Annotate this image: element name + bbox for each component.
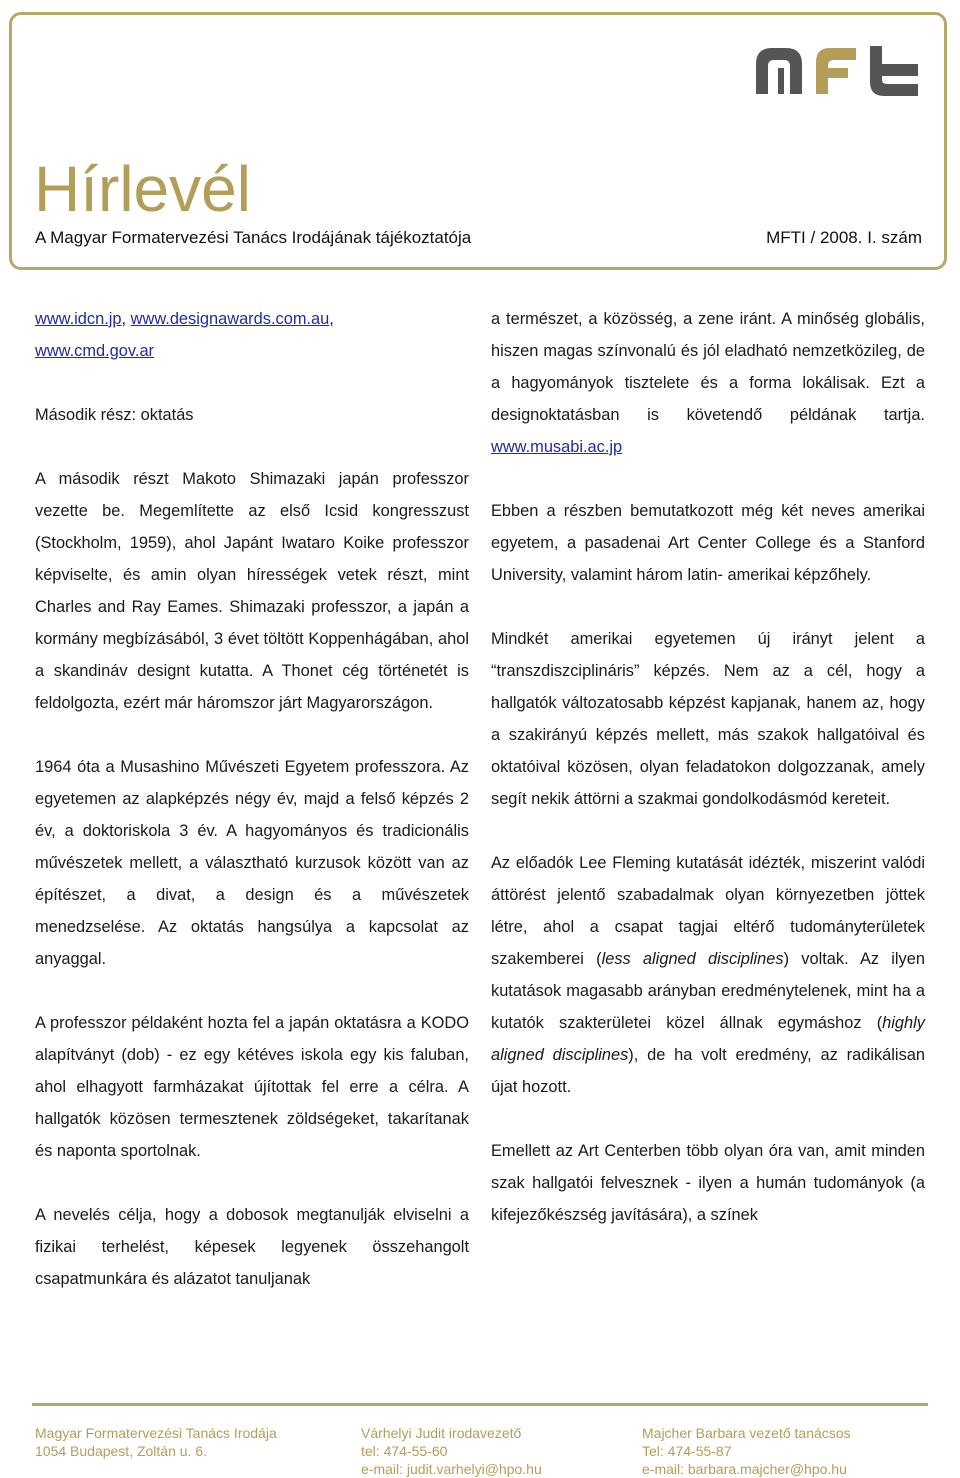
footer-contact-phone: tel: 474-55-60 — [361, 1443, 448, 1459]
footer-contact-email[interactable]: e-mail: judit.varhelyi@hpo.hu — [361, 1461, 542, 1477]
right-column — [491, 303, 925, 1263]
newsletter-subtitle: A Magyar Formatervezési Tanács Irodájának tájékoztatója — [35, 228, 472, 247]
paragraph — [491, 303, 925, 463]
paragraph: Ebben a részben bemutatkozott még két neves amerikai egyetem, a pasadenai Art Center College és a Stanford University, valamint három latin- amerikai képzőhely. — [491, 502, 925, 584]
paragraph — [491, 847, 925, 1103]
paragraph-text: ) voltak. Az ilyen kutatások magasabb arányban eredménytelenek, mint ha a kutatók szakterületei közel állnak egymáshoz ( — [491, 950, 925, 1032]
link-idcn[interactable]: www.idcn.jp — [35, 310, 122, 328]
footer-contact-email[interactable]: e-mail: barbara.majcher@hpo.hu — [642, 1461, 847, 1477]
mft-logo-graphic — [752, 42, 924, 98]
links-paragraph — [35, 303, 469, 367]
paragraph: 1964 óta a Musashino Művészeti Egyetem professzora. Az egyetemen az alapképzés négy év, majd a felső képzés 2 év, a doktoriskola 3 év. A hagyományos és tradicionális művészetek mellett, a választható kurzusok között van az építészet, a divat, a design és a művészetek menedzselése. Az oktatás hangsúlya a kapcsolat az anyaggal. — [35, 758, 469, 968]
italic-term: highly aligned disciplines — [491, 1014, 925, 1064]
issue-number: MFTI / 2008. I. szám — [766, 228, 922, 247]
section-heading: Második rész: oktatás — [35, 406, 194, 424]
footer-contact-phone: Tel: 474-55-87 — [642, 1443, 732, 1459]
footer-divider — [32, 1403, 928, 1406]
paragraph: A második részt Makoto Shimazaki japán professzor vezette be. Megemlítette az első Icsid kongresszust (Stockholm, 1959), ahol Japánt Iwataro Koike professzor képviselte, és amin olyan hírességek vetek részt, mint Charles and Ray Eames. Shimazaki professzor, a japán a kormány megbízásából, 3 évet töltött Koppenhágában, ahol a skandináv designt kutatta. A Thonet cég történetét is feldolgozta, ezért már háromszor járt Magyarországon. — [35, 470, 469, 712]
links-comma: , — [329, 310, 334, 328]
paragraph-text: Az előadók Lee Fleming kutatását idézték, miszerint valódi áttörést jelentő szabadalmak olyan környezetben jöttek létre, ahol a csapat tagjai eltérő tudományterületek szakemberei ( — [491, 854, 925, 968]
newsletter-title: Hírlevél — [34, 153, 251, 225]
paragraph-text: a természet, a közösség, a zene iránt. A minőség globális, hiszen magas színvonalú és jól eladható nemzetközileg, de a hagyományok tisztelete és a forma lokálisak. Ezt a designoktatásban is követendő példának tartja. — [491, 310, 925, 424]
mft-logo — [752, 42, 924, 98]
footer-contact-name: Várhelyi Judit irodavezető — [361, 1425, 522, 1441]
paragraph: A professzor példaként hozta fel a japán oktatásra a KODO alapítványt (dob) - ez egy kétéves iskola egy kis faluban, ahol elhagyott farmházakat újítottak fel erre a célra. A hallgatók közösen termesztenek zöldségeket, takarítanak és naponta sportolnak. — [35, 1014, 469, 1160]
footer-contact-2 — [642, 1424, 851, 1478]
link-cmd[interactable]: www.cmd.gov.ar — [35, 342, 155, 360]
footer-office — [35, 1424, 277, 1460]
paragraph: Emellett az Art Centerben több olyan óra van, amit minden szak hallgatói felvesznek - ilyen a humán tudományok (a kifejezőkészség javítására), a színek — [491, 1142, 925, 1224]
paragraph: A nevelés célja, hogy a dobosok megtanulják elviselni a fizikai terhelést, képesek legyenek összehangolt csapatmunkára és alázatot tanuljanak — [35, 1206, 469, 1288]
footer-contact-name: Majcher Barbara vezető tanácsos — [642, 1425, 851, 1441]
italic-term: less aligned disciplines — [601, 950, 784, 968]
footer-office-address: 1054 Budapest, Zoltán u. 6. — [35, 1443, 208, 1459]
footer-office-name: Magyar Formatervezési Tanács Irodája — [35, 1425, 277, 1441]
links-separator: , — [121, 310, 131, 328]
paragraph-text: ), de ha volt eredmény, az radikálisan újat hozott. — [491, 1046, 925, 1096]
link-musabi[interactable]: www.musabi.ac.jp — [491, 438, 623, 456]
left-column — [35, 303, 469, 1327]
paragraph: Mindkét amerikai egyetemen új irányt jelent a “transzdiszciplináris” képzés. Nem az a cél, hogy a hallgatók változatosabb képzést kapjanak, hanem az, hogy a szakirányú képzés mellett, más szakok hallgatóival és oktatóival közösen, olyan feladatokon dolgozzanak, amely segít nekik áttörni a szakmai gondolkodásmód kereteit. — [491, 630, 925, 808]
link-designawards[interactable]: www.designawards.com.au — [130, 310, 330, 328]
footer-contact-1 — [361, 1424, 542, 1478]
